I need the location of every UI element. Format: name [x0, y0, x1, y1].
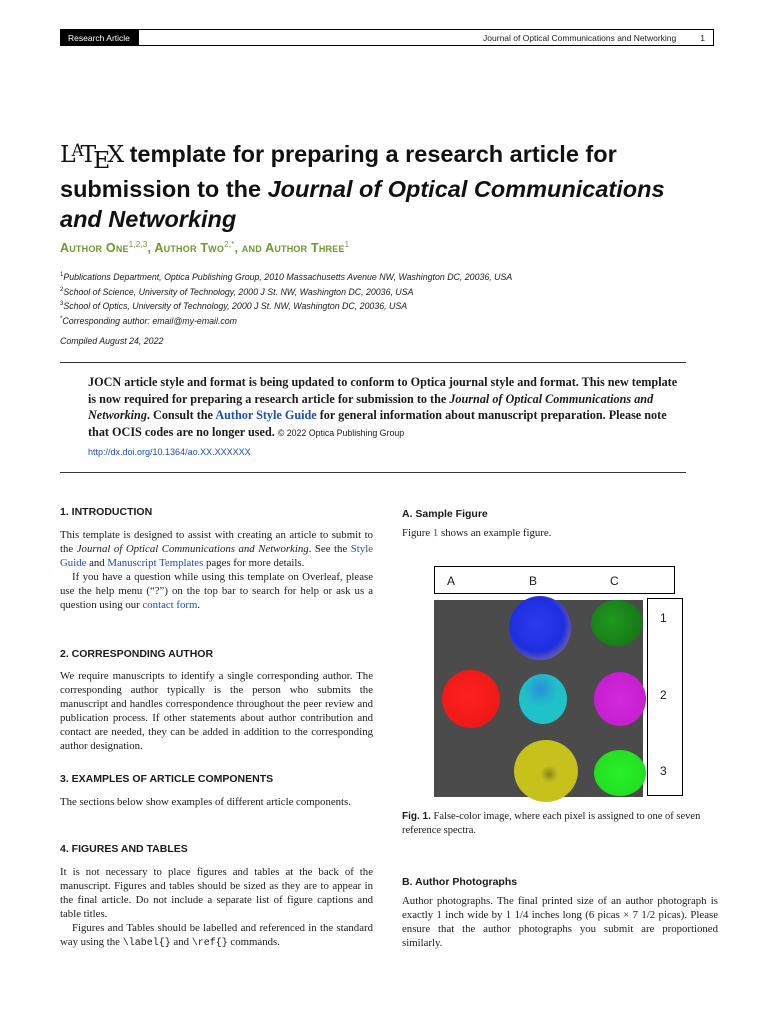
text-run: If you have a question while using this template on Overleaf, please use the help menu (“?”) on the top bar to search for help or ask us a question using our: [60, 571, 373, 611]
paragraph: [60, 921, 373, 951]
affiliation-item: [60, 269, 512, 284]
text-run: This template is designed to assist with creating an article to submit to the: [60, 529, 373, 555]
paragraph: [402, 526, 718, 540]
code-label-command: \label{}: [122, 938, 171, 949]
page-title: [60, 136, 720, 234]
contact-form-link[interactable]: contact form: [142, 599, 198, 611]
author-three-affil: 1: [344, 240, 350, 249]
section-corresponding-author-heading: 2. CORRESPONDING AUTHOR: [60, 648, 214, 660]
paragraph: The sections below show examples of different article components.: [60, 796, 351, 808]
doi-link[interactable]: http://dx.doi.org/10.1364/ao.XX.XXXXXX: [88, 447, 251, 457]
text-run: Figure: [402, 527, 433, 539]
paragraph: Author photographs. The final printed size of an author photograph is exactly 1 inch wide by 1 1/4 inches long (6 picas × 7 1/2 picas). Please ensure that the author photographs you submit are proportioned similarly.: [402, 895, 718, 949]
text-run: Figures and Tables should be labelled and referenced in the standard way using the: [60, 922, 373, 948]
author-three: Author Three: [265, 241, 345, 256]
copyright-notice: © 2022 Optica Publishing Group: [277, 427, 405, 438]
cyan-sample-blob: [519, 674, 567, 724]
author-separator: , and: [234, 241, 266, 256]
affiliation-item: [60, 313, 512, 328]
abstract-bottom-rule: [60, 472, 686, 473]
title-journal-italic: Journal of Optical Communications: [267, 176, 665, 203]
section-examples-heading: 3. EXAMPLES OF ARTICLE COMPONENTS: [60, 773, 274, 785]
figure-row-label: 2: [660, 688, 667, 702]
green-sample-blob: [591, 600, 643, 646]
sample-figure-body: [402, 526, 718, 540]
examples-body: [60, 795, 373, 809]
abstract-journal-italic: Journal of Optical Communications and Networking: [88, 391, 654, 422]
lime-sample-blob: [594, 750, 646, 796]
false-color-image: [434, 600, 643, 797]
figure-row-labels: [647, 598, 683, 796]
affiliations: [60, 269, 512, 328]
yellow-sample-blob: [514, 740, 578, 802]
paragraph: It is not necessary to place figures and tables at the back of the manuscript. Figures and tables should be sized as they are to appear in the final article. Do not include a separate list of figure captions and table titles.: [60, 866, 373, 920]
title-journal-italic-2: and Networking: [60, 205, 237, 232]
corresponding-author-body: [60, 669, 373, 753]
author-separator: ,: [147, 241, 155, 256]
figure-column-label: C: [610, 574, 619, 588]
blue-sample-blob: [509, 596, 571, 660]
abstract: [88, 374, 688, 441]
title-line-2: submission to the: [60, 176, 268, 203]
affiliation-item: [60, 284, 512, 299]
figure-column-label: A: [447, 574, 456, 588]
abstract-text: JOCN article style and format is being updated to conform to Optica journal style and format. This new template is now required for preparing a research article for submission to the: [88, 375, 678, 406]
figure-row-label: 1: [660, 611, 667, 625]
figure-column-labels: [434, 566, 675, 594]
affiliation-marker: *: [60, 316, 63, 323]
latex-logo: $L^ATEX$: [60, 139, 124, 174]
figure-column-label: B: [529, 574, 538, 588]
article-type-tag: Research Article: [61, 30, 139, 45]
affiliation-item: [60, 298, 512, 313]
figure-caption: [402, 810, 718, 837]
magenta-sample-blob: [594, 672, 646, 726]
figure-caption-text: False-color image, where each pixel is assigned to one of seven reference spectra.: [402, 811, 701, 836]
author-one: Author One: [60, 241, 129, 256]
author-two-affil: 2,*: [224, 240, 235, 249]
author-one-affil: 1,2,3: [128, 240, 148, 249]
paragraph: We require manuscripts to identify a single corresponding author. The corresponding author typically is the person who submits the manuscript and handles correspondence throughout the peer review and publication process. If other statements about author contribution and contact are needed, they can be added in addition to the corresponding author designation.: [60, 670, 373, 752]
affiliation-text: School of Science, University of Technology, 2000 J St. NW, Washington DC, 20036, USA: [63, 286, 414, 297]
manuscript-templates-link[interactable]: Manuscript Templates: [107, 557, 204, 569]
author-photographs-body: [402, 894, 718, 950]
affiliation-marker: 2: [60, 286, 64, 293]
text-run: and: [170, 936, 192, 948]
text-run: shows an example figure.: [438, 527, 552, 539]
affiliation-text: Corresponding author: email@my-email.com: [62, 316, 238, 327]
text-run: .: [197, 599, 201, 611]
sample-figure: [434, 562, 684, 798]
page-number: 1: [700, 32, 705, 43]
header-journal-name: Journal of Optical Communications and Networking: [483, 32, 677, 43]
compiled-date: Compiled August 24, 2022: [60, 336, 164, 346]
paragraph: [60, 528, 373, 570]
subsection-sample-figure-heading: A. Sample Figure: [402, 508, 488, 520]
abstract-text: for general information about manuscript preparation. Please note that OCIS codes are no longer used.: [88, 408, 667, 439]
figure-reference-link[interactable]: 1: [432, 527, 439, 539]
text-run: and: [86, 557, 108, 569]
section-figures-tables-heading: 4. FIGURES AND TABLES: [60, 843, 188, 855]
figure-row-label: 3: [660, 764, 667, 778]
subsection-author-photographs-heading: B. Author Photographs: [402, 876, 518, 888]
author-style-guide-link[interactable]: Author Style Guide: [215, 408, 317, 422]
author-two: Author Two: [154, 241, 225, 256]
code-ref-command: \ref{}: [191, 938, 228, 949]
title-line-1: template for preparing a research article for: [129, 140, 617, 167]
affiliation-marker: 1: [60, 272, 64, 278]
figure-caption-label: Fig. 1.: [402, 811, 431, 822]
abstract-text: . Consult the: [146, 408, 216, 422]
text-run: pages for more details.: [203, 557, 305, 569]
affiliation-text: Publications Department, Optica Publishing Group, 2010 Massachusetts Avenue NW, Washington DC, 20036, USA: [63, 271, 513, 282]
red-sample-blob: [442, 670, 500, 728]
text-run: . See the: [308, 543, 351, 555]
section-introduction-heading: 1. INTRODUCTION: [60, 506, 153, 518]
paragraph: [60, 570, 373, 612]
affiliation-marker: 3: [60, 301, 64, 308]
affiliation-text: School of Optics, University of Technology, 2000 J St. NW, Washington DC, 20036, USA: [63, 301, 408, 312]
author-list: [60, 240, 349, 255]
abstract-top-rule: [60, 362, 686, 363]
style-guide-link[interactable]: Style Guide: [60, 543, 373, 569]
introduction-body: [60, 528, 373, 612]
text-run: commands.: [227, 936, 280, 948]
journal-italic: Journal of Optical Communications and Networking: [76, 543, 309, 555]
running-header: [60, 29, 714, 46]
figures-tables-body: [60, 865, 373, 951]
